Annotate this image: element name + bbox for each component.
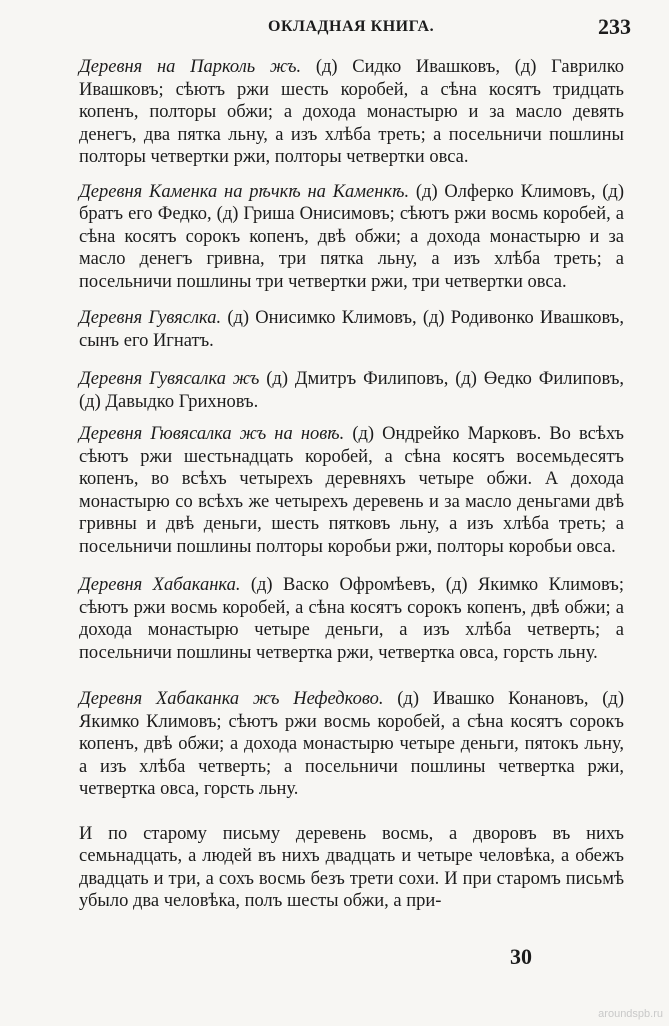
paragraph-title: Деревня Хабаканка.	[79, 575, 241, 595]
body-text	[79, 52, 624, 913]
paragraph-guvyasalka	[79, 368, 624, 413]
page-number: 233	[598, 14, 631, 39]
paragraph-title: Деревня Гувясалка жъ	[79, 369, 260, 389]
paragraph-title: Деревня Хабаканка жъ Нефедково.	[79, 689, 384, 709]
paragraph-khabakanka-nefedkovo	[79, 688, 624, 801]
paragraph-text: (д) Ивашко Конановъ, (д) Якимко Климовъ; сѣютъ ржи восмь коробей, а сѣна косятъ сорокъ копенъ, двѣ обжи; а дохода монастырю четыре деньги, пятокъ льну, а изъ хлѣба четверть; а посельничи пошлины четвертка ржи, четвертка овса, горсть льну.	[79, 689, 624, 799]
paragraph-guvyalka	[79, 307, 624, 352]
watermark: aroundspb.ru	[598, 1008, 663, 1020]
paragraph-text: (д) Дмитръ Филиповъ, (д) Өедко Филиповъ, (д) Давыдко Грихновъ.	[79, 369, 625, 412]
signature-mark: 30	[510, 944, 532, 969]
paragraph-khabakanka	[79, 574, 624, 664]
paragraph-title: Деревня Гювясалка жъ на новѣ.	[79, 424, 345, 444]
paragraph-title: Деревня Каменка на рѣчкѣ на Каменкѣ.	[79, 181, 410, 202]
paragraph-text: (д) Олферко Климовъ, (д) братъ его Федко, (д) Гриша Онисимовъ; сѣютъ ржи восмь коробей, а сѣна косятъ сорокъ копенъ, двѣ обжи; а дохода монастырю и за масло денегъ гривна, три пятка льну, а изъ хлѣба треть; а посельничи пошлины три четвертки ржи, три четвертки овса.	[79, 181, 625, 292]
paragraph-text: (д) Ондрейко Марковъ. Во всѣхъ сѣютъ ржи шестьнадцать коробей, а сѣна косятъ восемьдесятъ копенъ, во всѣхъ четырехъ деревняхъ четыре обжи. А дохода монастырю со всѣхъ же четырехъ деревень и за масло деньгами двѣ гривны и двѣ деньги, шесть пятковъ льну, а изъ хлѣба треть; а посельничи пошлины полторы коробьи ржи, полторы коробьи овса.	[79, 424, 625, 557]
paragraph-guvyasalka-nove	[79, 423, 624, 558]
page-header	[0, 14, 669, 44]
paragraph-text: (д) Васко Офромѣевъ, (д) Якимко Климовъ; сѣютъ ржи восмь коробей, а сѣна косятъ сорокъ копенъ, двѣ обжи; а дохода монастырю четыре деньги, а изъ хлѣба четверть; а посельничи пошлины четвертка ржи, четвертка овса, горсть льну.	[79, 575, 624, 663]
running-head: ОКЛАДНАЯ КНИГА.	[268, 18, 435, 35]
paragraph-title: Деревня на Парколь жъ.	[79, 57, 302, 77]
paragraph-kamenka	[79, 181, 624, 294]
paragraph-summary	[79, 823, 624, 913]
paragraph-text: (д) Онисимко Климовъ, (д) Родивонко Ивашковъ, сынъ его Игнатъ.	[79, 308, 624, 351]
paragraph-parkol	[79, 52, 624, 169]
paragraph-text: И по старому письму деревень восмь, а дворовъ въ нихъ семьнадцать, а людей въ нихъ двадцать и четыре человѣка, а обежъ двадцать и три, а сохъ восмь безъ трети сохи. И при старомъ письмѣ убыло два человѣка, полъ шесты обжи, а при-	[79, 823, 624, 911]
paragraph-title: Деревня Гувяслка.	[79, 308, 222, 328]
paragraph-text: (д) Сидко Ивашковъ, (д) Гаврилко Ивашковъ; сѣютъ ржи шесть коробей, а сѣна косятъ тридцать копенъ, полторы обжи; а дохода монастырю и за масло девять денегъ, два пятка льну, а изъ хлѣба треть; а посельничи пошлины полторы четвертки ржи, полторы четвертки овса.	[79, 57, 625, 167]
